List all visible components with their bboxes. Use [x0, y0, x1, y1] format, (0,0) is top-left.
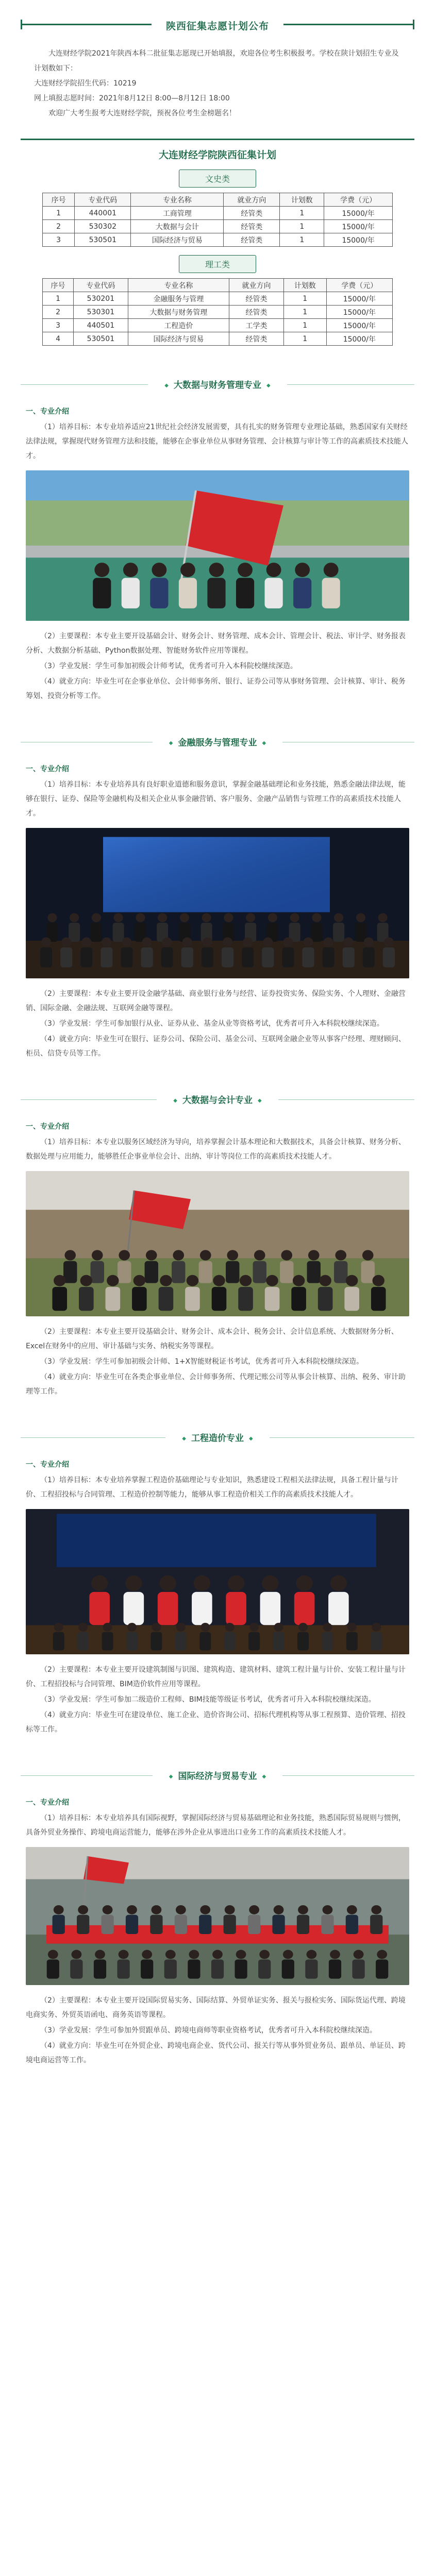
table-cell: 经管类 — [224, 233, 280, 247]
column-header: 学费（元） — [324, 193, 393, 207]
column-header: 计划数 — [283, 279, 326, 292]
table-cell: 工程造价 — [128, 319, 229, 332]
section-paragraph: （2）主要课程：本专业主要开设金融学基础、商业银行业务与经营、证券投资实务、保险实务、个人理财、金融营销、国际金融、金融法规、互联网金融等课程。 — [26, 990, 406, 1012]
table-cell: 15000/年 — [324, 233, 393, 247]
section-photo — [26, 828, 409, 978]
column-header: 专业名称 — [128, 279, 229, 292]
section-body — [26, 1120, 409, 1399]
table-cell: 2 — [43, 306, 74, 319]
intro-text — [34, 46, 401, 121]
table-row — [43, 220, 393, 233]
page-header — [21, 13, 414, 37]
table-row — [43, 332, 393, 346]
table-cell: 1 — [280, 220, 324, 233]
table-cell: 15000/年 — [326, 292, 392, 306]
photo-illustration — [26, 1509, 409, 1654]
table-cell: 15000/年 — [326, 306, 392, 319]
photo-illustration — [26, 828, 409, 978]
table-row — [43, 207, 393, 220]
table-cell: 530501 — [75, 233, 131, 247]
column-header: 序号 — [43, 193, 75, 207]
section-paragraph: （4）就业方向：毕业生可在企事业单位、会计师事务所、银行、证券公司等从事财务管理、会计核算、审计、税务筹划、投资分析等工作。 — [26, 677, 406, 700]
table-cell: 440001 — [75, 207, 131, 220]
table-cell: 经管类 — [224, 207, 280, 220]
section-paragraph: （2）主要课程：本专业主要开设国际贸易实务、国际结算、外贸单证实务、报关与报检实务、国际货运代理、跨境电商实务、外贸英语函电、商务英语等课程。 — [26, 1996, 406, 2019]
table-row — [43, 319, 393, 332]
section-photo — [26, 470, 409, 621]
photo-illustration — [26, 1847, 409, 1985]
table-cell: 大数据与会计 — [131, 220, 224, 233]
section-header — [21, 375, 414, 395]
section-paragraph: （2）主要课程：本专业主要开设基础会计、财务会计、成本会计、税务会计、会计信息系统、大数据财务分析、Excel在财务中的应用、审计基础与实务、纳税实务等课程。 — [26, 1328, 398, 1350]
section-header — [21, 1428, 414, 1448]
section-paragraph: （3）学业发展：学生可参加初级会计师、1+X智能财税证书考试，优秀者可升入本科院校继续深造。 — [40, 1358, 364, 1366]
table-cell: 国际经济与贸易 — [131, 233, 224, 247]
table-cell: 1 — [283, 332, 326, 346]
table-cell: 金融服务与管理 — [128, 292, 229, 306]
table-cell: 15000/年 — [326, 319, 392, 332]
table-cell: 经管类 — [224, 220, 280, 233]
photo-illustration — [26, 470, 409, 621]
table-cell: 1 — [280, 207, 324, 220]
column-header: 序号 — [43, 279, 74, 292]
section-paragraph: （2）主要课程：本专业主要开设建筑制图与识图、建筑构造、建筑材料、建筑工程计量与计价、安装工程计量与计价、工程招投标与合同管理、BIM造价软件应用等课程。 — [26, 1666, 406, 1688]
column-header: 学费（元） — [326, 279, 392, 292]
section-paragraph: （3）学业发展：学生可参加银行从业、证券从业、基金从业等资格考试，优秀者可升入本科院校继续深造。 — [40, 1020, 384, 1028]
science-table — [42, 278, 393, 346]
table-cell: 530301 — [74, 306, 128, 319]
table-cell: 4 — [43, 332, 74, 346]
section-goal: （1）培养目标：本专业培养具有良好职业道德和服务意识，掌握金融基础理论和业务技能，熟悉金融法律法规，能够在银行、证券、保险等金融机构及相关企业从事金融营销、客户服务、金融产品销售与管理工作的高素质技术技能人才。 — [26, 781, 406, 818]
section-body — [26, 1458, 409, 1737]
section-title: ◆ 国际经济与贸易专业 ◆ — [153, 1766, 282, 1785]
intro-fill-time: 网上填报志愿时间：2021年8月12日 8:00—8月12日 18:00 — [34, 94, 230, 103]
section-subheading: 一、专业介绍 — [26, 1461, 69, 1469]
plan-block — [21, 139, 414, 346]
intro-closing: 欢迎广大考生报考大连财经学院，预祝各位考生金榜题名！ — [48, 109, 236, 117]
table-cell: 15000/年 — [324, 220, 393, 233]
table-row — [43, 292, 393, 306]
section-goal: （1）培养目标：本专业培养具有国际视野，掌握国际经济与贸易基础理论和业务技能，熟悉国际贸易规则与惯例，具备外贸业务操作、跨境电商运营能力，能够在涉外企业从事进出口业务工作的高素质技术技能人才。 — [26, 1814, 406, 1837]
section-goal: （1）培养目标：本专业培养掌握工程造价基础理论与专业知识，熟悉建设工程相关法律法规，具备工程计量与计价、工程招投标与合同管理、工程造价控制等能力，能够从事工程造价相关工作的高素质技术技能人才。 — [26, 1476, 398, 1499]
section-paragraph: （3）学业发展：学生可参加外贸跟单员、跨境电商师等职业资格考试，优秀者可升入本科院校继续深造。 — [40, 2026, 377, 2035]
table-cell: 经管类 — [229, 332, 284, 346]
section-title: ◆ 大数据与财务管理专业 ◆ — [148, 375, 287, 394]
section-title: ◆ 工程造价专业 ◆ — [165, 1428, 269, 1447]
section-photo — [26, 1847, 409, 1985]
plan-title: 大连财经学院陕西征集计划 — [158, 149, 276, 161]
section-subheading: 一、专业介绍 — [26, 765, 69, 773]
column-header: 就业方向 — [224, 193, 280, 207]
section-title: ◆ 金融服务与管理专业 ◆ — [153, 732, 282, 751]
table-cell: 经管类 — [229, 306, 284, 319]
section-body — [26, 1795, 409, 2067]
section-subheading: 一、专业介绍 — [26, 408, 69, 416]
section-subheading: 一、专业介绍 — [26, 1123, 69, 1131]
column-header: 专业名称 — [131, 193, 224, 207]
table-cell: 大数据与财务管理 — [128, 306, 229, 319]
table-cell: 15000/年 — [326, 332, 392, 346]
section-title: ◆ 大数据与会计专业 ◆ — [157, 1090, 278, 1109]
section-body — [26, 404, 409, 703]
section-paragraph: （4）就业方向：毕业生可在各类企事业单位、会计师事务所、代理记账公司等从事会计核算、出纳、税务、审计助理等工作。 — [26, 1373, 406, 1396]
column-header: 计划数 — [280, 193, 324, 207]
table-cell: 1 — [283, 292, 326, 306]
section-subheading: 一、专业介绍 — [26, 1799, 69, 1807]
science-tag: 理工类 — [179, 255, 256, 273]
column-header: 专业代码 — [75, 193, 131, 207]
table-cell: 国际经济与贸易 — [128, 332, 229, 346]
arts-tag: 文史类 — [179, 170, 256, 188]
page-title: 陕西征集志愿计划公布 — [152, 15, 283, 36]
section-goal: （1）培养目标：本专业以服务区域经济为导向，培养掌握会计基本理论和大数据技术，具备会计核算、财务分析、数据处理与应用能力，能够胜任企事业单位会计、出纳、审计等岗位工作的高素质技术技能人才。 — [26, 1138, 406, 1161]
page — [0, 13, 435, 2089]
section-header — [21, 1766, 414, 1786]
table-cell: 440501 — [74, 319, 128, 332]
photo-illustration — [26, 1171, 409, 1316]
section-photo — [26, 1509, 409, 1654]
intro-paragraph: 大连财经学院2021年陕西本科二批征集志愿现已开始填报，欢迎各位考生积极报考。学校在陕计划招生专业及计划数如下： — [34, 49, 399, 73]
table-cell: 1 — [283, 319, 326, 332]
section-header — [21, 732, 414, 753]
intro-school-code: 大连财经学院招生代码：10219 — [34, 79, 137, 88]
section-paragraph: （3）学业发展：学生可参加二级造价工程师、BIM技能等级证书考试，优秀者可升入本科院校继续深造。 — [40, 1696, 376, 1704]
table-cell: 530501 — [74, 332, 128, 346]
section-goal: （1）培养目标：本专业培养适应21世纪社会经济发展需要，具有扎实的财务管理专业理论基础，熟悉国家有关财经法律法规，掌握现代财务管理方法和技能，能够在企事业单位从事财务管理、会计核算与审计等工作的高素质技术技能人才。 — [26, 423, 408, 460]
section-paragraph: （4）就业方向：毕业生可在外贸企业、跨境电商企业、货代公司、报关行等从事外贸业务员、跟单员、单证员、跨境电商运营等工作。 — [26, 2042, 406, 2064]
table-cell: 530302 — [75, 220, 131, 233]
section-paragraph: （2）主要课程：本专业主要开设基础会计、财务会计、财务管理、成本会计、管理会计、税法、审计学、财务报表分析、大数据分析基础、Python数据处理、智能财务软件应用等课程。 — [26, 632, 406, 655]
table-cell: 1 — [43, 292, 74, 306]
column-header: 就业方向 — [229, 279, 284, 292]
table-cell: 1 — [283, 306, 326, 319]
table-cell: 工商管理 — [131, 207, 224, 220]
section-photo — [26, 1171, 409, 1316]
table-cell: 530201 — [74, 292, 128, 306]
table-row — [43, 233, 393, 247]
table-cell: 3 — [43, 233, 75, 247]
section-paragraph: （4）就业方向：毕业生可在建设单位、施工企业、造价咨询公司、招标代理机构等从事工程预算、造价管理、招投标等工作。 — [26, 1711, 406, 1734]
table-cell: 3 — [43, 319, 74, 332]
table-row — [43, 306, 393, 319]
table-cell: 1 — [280, 233, 324, 247]
table-cell: 经管类 — [229, 292, 284, 306]
column-header: 专业代码 — [74, 279, 128, 292]
section-header — [21, 1090, 414, 1110]
section-paragraph: （3）学业发展：学生可参加初级会计师考试，优秀者可升入本科院校继续深造。 — [40, 662, 297, 670]
section-paragraph: （4）就业方向：毕业生可在银行、证券公司、保险公司、基金公司、互联网金融企业等从事客户经理、理财顾问、柜员、信贷专员等工作。 — [26, 1035, 406, 1058]
table-cell: 2 — [43, 220, 75, 233]
arts-table — [42, 193, 393, 247]
table-cell: 工学类 — [229, 319, 284, 332]
table-cell: 1 — [43, 207, 75, 220]
table-cell: 15000/年 — [324, 207, 393, 220]
section-body — [26, 762, 409, 1061]
